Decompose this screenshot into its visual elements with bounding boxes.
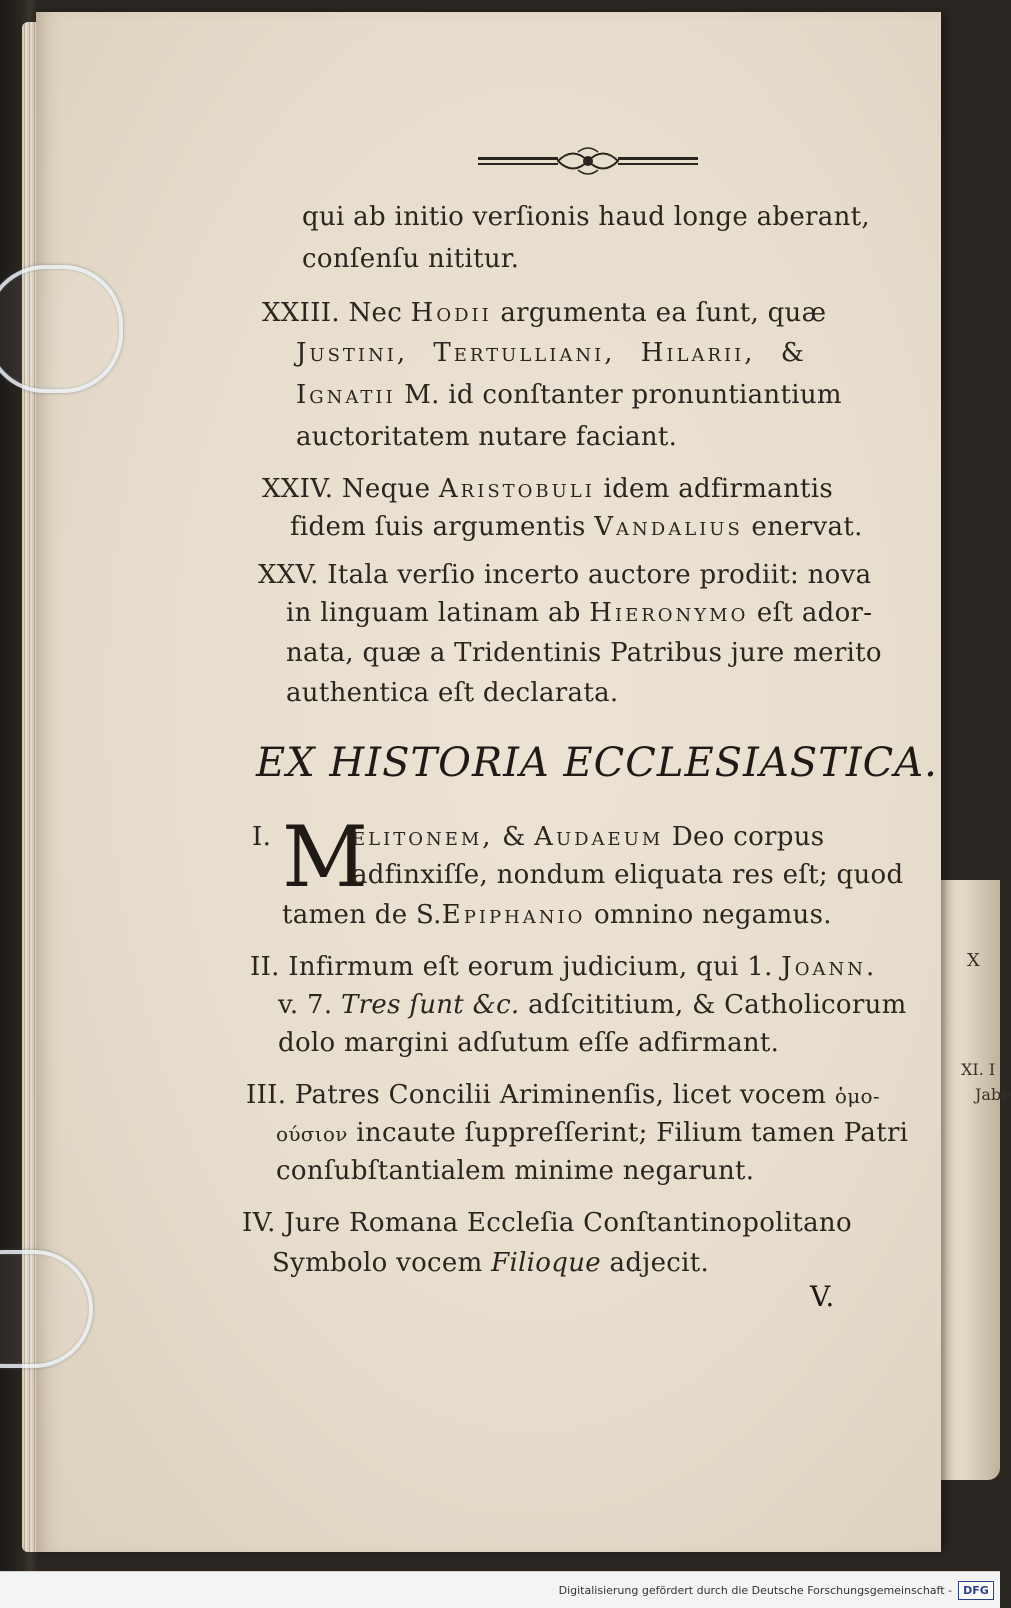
thesis-xxv — [258, 556, 871, 595]
text-line — [278, 986, 907, 1025]
text-line: conſubſtantialem minime negarunt. — [276, 1156, 755, 1186]
thesis-number: XXIV. — [262, 474, 334, 504]
text-line: authentica eſt declarata. — [286, 678, 619, 708]
text-fragment: M. id conſtanter pronuntiantium — [404, 380, 842, 410]
text-fragment: eſt ador- — [756, 598, 873, 628]
text-fragment: omnino negamus. — [593, 900, 832, 930]
author-name: Vandalius — [594, 512, 743, 542]
text-line — [352, 818, 824, 857]
author-name: Ignatii — [296, 380, 396, 410]
thesis-number: XXV. — [258, 560, 319, 590]
catchword: V. — [810, 1280, 835, 1313]
author-names: Justini, Tertulliani, Hilarii, & — [296, 338, 807, 368]
back-page-fragment: X — [967, 950, 980, 971]
text-line — [296, 376, 842, 415]
text-line — [290, 508, 863, 547]
author-name: Aristobuli — [438, 474, 595, 504]
thesis-number: XXIII. — [262, 298, 340, 328]
text-line: qui ab initio verſionis haud longe aberant, — [302, 202, 870, 232]
text-fragment: II. Infirmum eſt eorum judicium, qui 1. — [250, 952, 773, 982]
text-fragment: Nec — [348, 298, 403, 328]
author-name: Hodii — [410, 298, 492, 328]
text-line — [272, 1244, 709, 1283]
text-line: auctoritatem nutare faciant. — [296, 422, 678, 452]
text-fragment: Deo corpus — [671, 822, 825, 852]
text-line — [246, 1076, 880, 1116]
author-name: Audaeum — [534, 822, 664, 852]
text-line: conſenſu nititur. — [302, 244, 520, 274]
text-fragment: adjecit. — [609, 1248, 710, 1278]
author-name: Epiphanio — [441, 900, 586, 930]
greek-text: ούσιον — [276, 1122, 348, 1146]
text-fragment: Symbolo vocem — [272, 1248, 483, 1278]
drop-cap: M — [282, 808, 369, 906]
author-name: elitonem, — [352, 822, 494, 852]
author-name: Hieronymo — [589, 598, 749, 628]
greek-text: ὁμο- — [834, 1084, 880, 1108]
text-fragment: tamen de S. — [282, 900, 442, 930]
text-fragment: III. Patres Concilii Ariminenſis, licet vocem — [246, 1080, 827, 1110]
text-fragment: argumenta ea ſunt, quæ — [500, 298, 827, 328]
text-line: IV. Jure Romana Eccleſia Conſtantinopolitano — [242, 1208, 852, 1238]
footer-bar — [0, 1571, 1000, 1608]
text-line: adfinxiſſe, nondum eliquata res eſt; quod — [352, 860, 904, 890]
back-page-fragment: XI. I — [961, 1060, 996, 1079]
text-fragment: v. 7. — [278, 990, 333, 1020]
text-fragment: Itala verſio incerto auctore prodiit: nova — [327, 560, 872, 590]
text-fragment: enervat. — [751, 512, 863, 542]
text-line — [250, 948, 877, 987]
text-line — [296, 334, 807, 373]
ornament-icon — [478, 146, 698, 176]
text-line — [286, 594, 872, 633]
paper-clip — [0, 265, 123, 393]
section-heading: EX HISTORIA ECCLESIASTICA. — [256, 740, 938, 786]
italic-text: Filioque — [491, 1248, 601, 1278]
thesis-number: I. — [252, 822, 272, 852]
text-fragment: incaute ſuppreſſerint; Filium tamen Patri — [356, 1118, 909, 1148]
dfg-logo: DFG — [958, 1581, 994, 1600]
thesis-xxiii — [262, 294, 826, 333]
back-page-edge — [935, 880, 1011, 1480]
text-fragment: fidem ſuis argumentis — [290, 512, 586, 542]
text-line: dolo margini adſutum eſſe adfirmant. — [278, 1028, 780, 1058]
text-fragment: idem adfirmantis — [603, 474, 834, 504]
italic-text: Tres ſunt &c. — [341, 990, 520, 1020]
text-fragment: Neque — [341, 474, 431, 504]
text-line — [276, 1114, 908, 1154]
text-fragment: adſcititium, & Catholicorum — [528, 990, 907, 1020]
text-line: nata, quæ a Tridentinis Patribus jure merito — [286, 638, 882, 668]
author-name: Joann. — [781, 952, 878, 982]
thesis-xxiv — [262, 470, 833, 509]
back-page-fragment: Jabe — [975, 1085, 1011, 1104]
text-fragment: in linguam latinam ab — [286, 598, 581, 628]
text-fragment: & — [502, 822, 526, 852]
text-line — [282, 896, 832, 935]
footer-credit: Digitalisierung gefördert durch die Deutsche Forschungsgemeinschaft - — [558, 1584, 952, 1597]
